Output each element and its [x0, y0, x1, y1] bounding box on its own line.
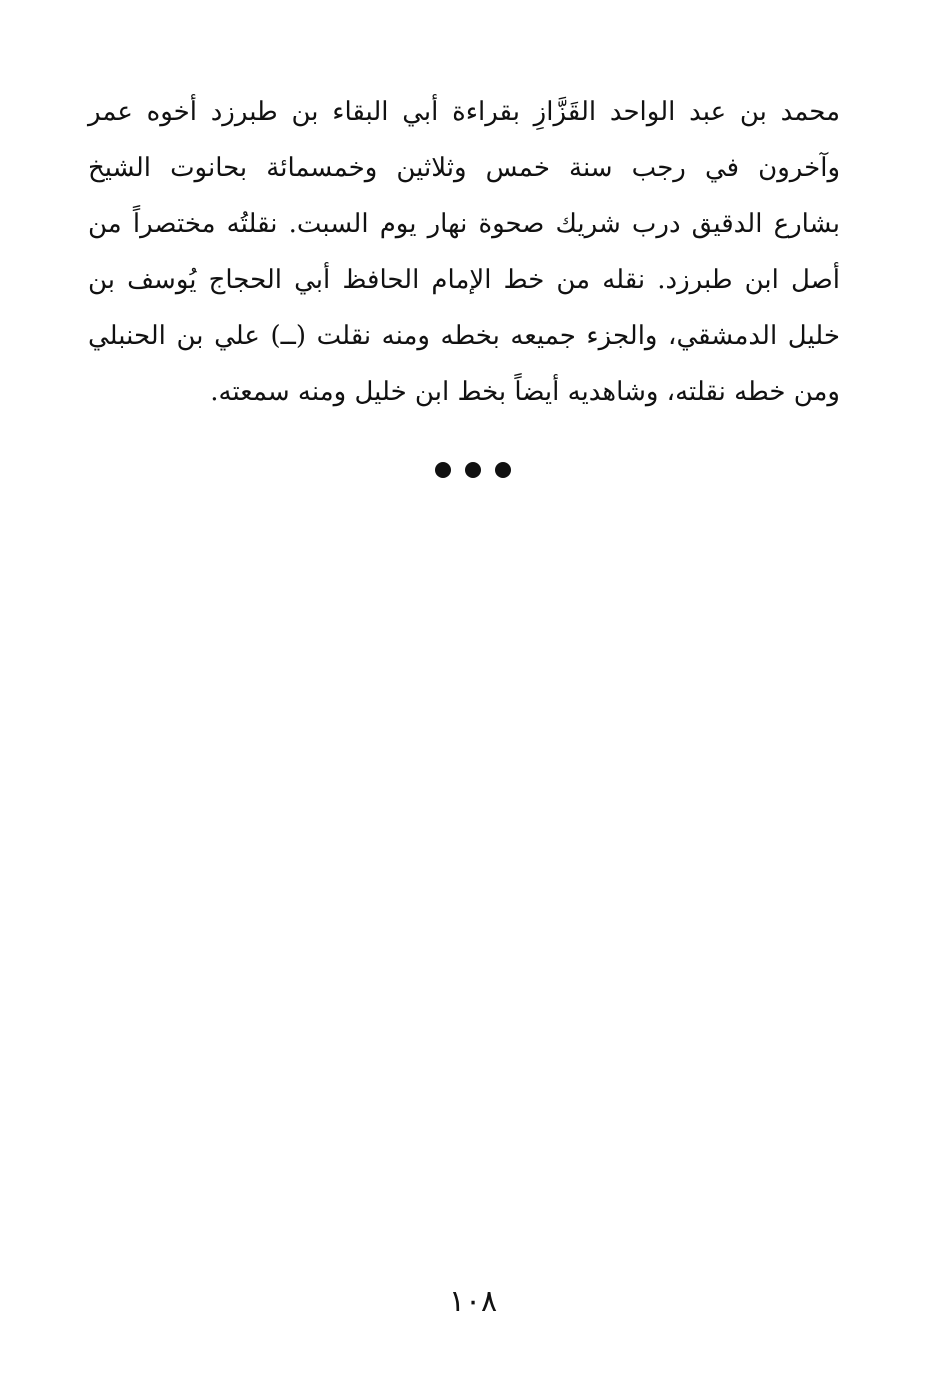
page-number: ١٠٨ — [448, 1284, 498, 1319]
separator-dot-icon — [465, 462, 481, 478]
text-line-3: بشارع الدقيق درب شريك صحوة نهار يوم السبت. نقلتُه مختصراً من — [88, 209, 840, 239]
text-line-6: ومن خطه نقلته، وشاهديه أيضاً بخط ابن خليل ومنه سمعته. — [210, 377, 840, 407]
section-separator — [0, 462, 946, 482]
separator-dot-icon — [435, 462, 451, 478]
body-text — [88, 84, 840, 420]
text-line-4: أصل ابن طبرزد. نقله من خط الإمام الحافظ أبي الحجاج يُوسف بن — [88, 265, 840, 295]
text-line-1: محمد بن عبد الواحد القَزَّازِ بقراءة أبي البقاء بن طبرزد أخوه عمر — [88, 97, 840, 127]
text-line-5: خليل الدمشقي، والجزء جميعه بخطه ومنه نقلت (ــ) علي بن الحنبلي — [88, 321, 840, 351]
separator-dot-icon — [495, 462, 511, 478]
text-line-2: وآخرون في رجب سنة خمس وثلاثين وخمسمائة بحانوت الشيخ — [88, 153, 840, 183]
